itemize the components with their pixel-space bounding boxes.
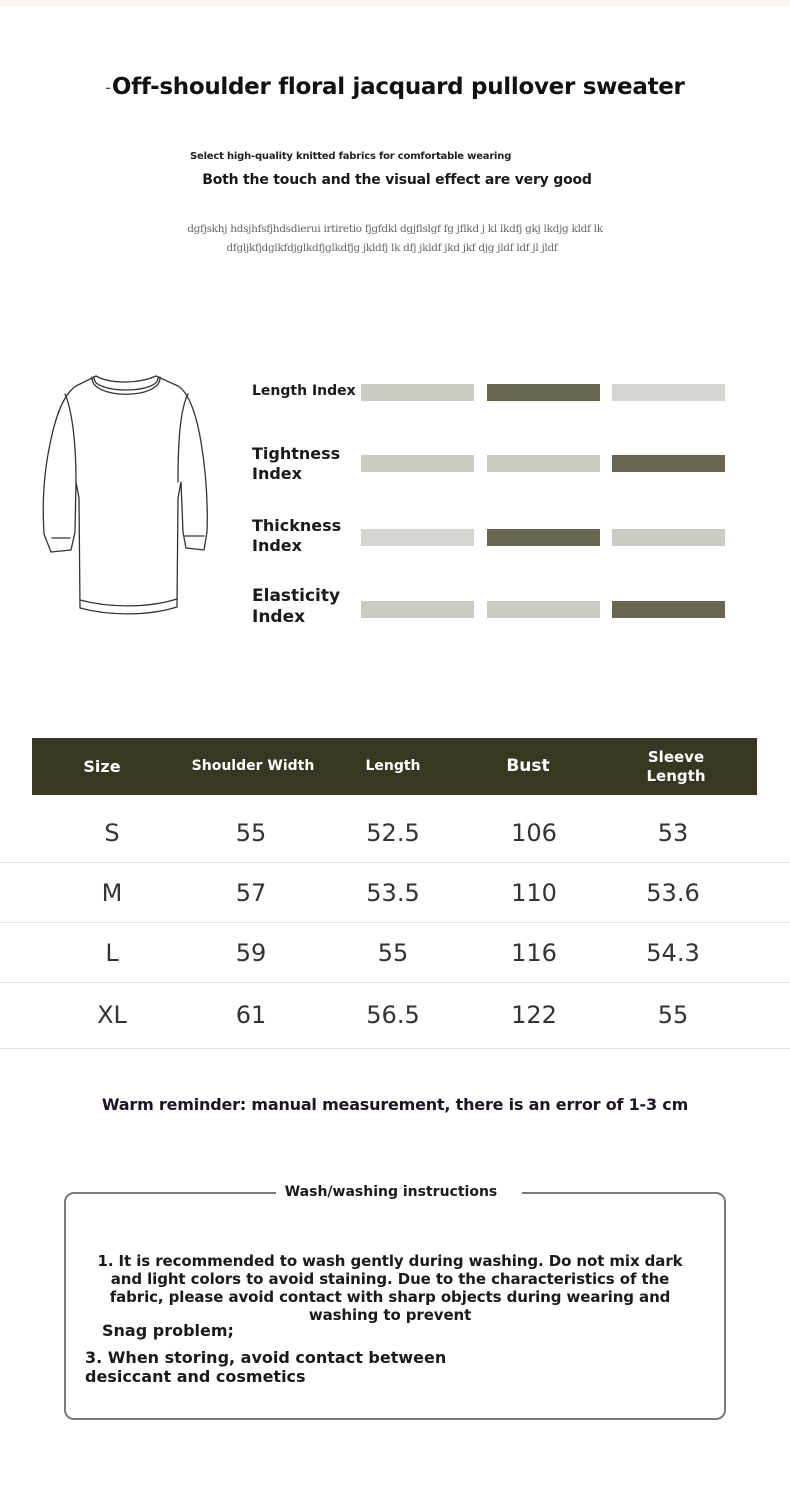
wash-instruction-2: Snag problem;: [102, 1321, 234, 1340]
header-shoulder-width: Shoulder Width: [191, 758, 315, 774]
cell-bust: 106: [511, 819, 557, 847]
wash-instruction-3: 3. When storing, avoid contact between desiccant and cosmetics: [85, 1348, 447, 1386]
title-prefix: -: [105, 78, 111, 97]
row-divider: [0, 1048, 790, 1049]
title-text: Off-shoulder floral jacquard pullover sweater: [111, 74, 685, 100]
index-segment: [361, 529, 474, 546]
cell-shoulder-width: 61: [235, 1001, 267, 1029]
index-label: Thickness Index: [252, 516, 342, 555]
index-row-thickness: [252, 516, 732, 560]
cell-sleeve-length: 54.3: [646, 939, 700, 967]
cell-size: M: [101, 879, 123, 907]
cell-shoulder-width: 57: [235, 879, 267, 907]
cell-shoulder-width: 59: [235, 939, 267, 967]
index-segment-active: [612, 455, 725, 472]
wash-instructions-title: Wash/washing instructions: [284, 1184, 498, 1200]
index-label: Tightness Index: [252, 444, 341, 483]
sweater-illustration: [38, 372, 213, 630]
placeholder-text-line-1: dgfjskhj hdsjhfsfjhdsdierui irtiretio fjgfdkl dgjflslgf fg jflkd j kl lkdfj gkj lkdjg kldf lk: [187, 223, 603, 235]
cell-size: S: [104, 819, 120, 847]
cell-length: 53.5: [366, 879, 420, 907]
index-segment-active: [612, 601, 725, 618]
cell-length: 55: [377, 939, 409, 967]
subtitle-small: Select high-quality knitted fabrics for comfortable wearing: [190, 151, 512, 162]
index-segment: [487, 601, 600, 618]
cell-shoulder-width: 55: [235, 819, 267, 847]
index-segment: [612, 384, 725, 401]
header-length: Length: [365, 758, 421, 774]
header-sleeve-length: Sleeve Length: [646, 747, 706, 785]
index-row-length: [252, 379, 732, 423]
index-segment: [487, 455, 600, 472]
cell-length: 52.5: [366, 819, 420, 847]
page-title: [0, 74, 790, 100]
cell-bust: 116: [511, 939, 557, 967]
index-segment-active: [487, 529, 600, 546]
subtitle-big: Both the touch and the visual effect are very good: [202, 172, 592, 188]
table-row: [0, 923, 790, 983]
table-row: [0, 983, 790, 1049]
measurement-reminder: Warm reminder: manual measurement, there is an error of 1-3 cm: [101, 1095, 689, 1114]
cell-bust: 110: [511, 879, 557, 907]
index-segment: [612, 529, 725, 546]
cell-size: XL: [97, 1001, 127, 1029]
top-strip: [0, 0, 790, 6]
placeholder-text-line-2: dfgljkfjdglkfdjglkdfjglkdfjg jkldfj lk dfj jkldf jkd jkf djg jldf ldf jl jldf: [226, 242, 558, 254]
wash-instruction-1: 1. It is recommended to wash gently during washing. Do not mix dark and light colors to avoid staining. Due to the characteristics of the fabric, please avoid contact with sharp objects during wearing and washing to prevent: [97, 1252, 683, 1324]
cell-bust: 122: [511, 1001, 557, 1029]
index-label: Length Index: [252, 383, 356, 399]
cell-sleeve-length: 55: [657, 1001, 689, 1029]
cell-sleeve-length: 53.6: [646, 879, 700, 907]
header-size: Size: [83, 757, 121, 776]
header-bust: Bust: [506, 756, 550, 776]
table-row: [0, 803, 790, 863]
cell-sleeve-length: 53: [657, 819, 689, 847]
size-table-header: [32, 738, 757, 795]
index-segment-active: [487, 384, 600, 401]
cell-length: 56.5: [366, 1001, 420, 1029]
table-row: [0, 863, 790, 923]
index-segment: [361, 384, 474, 401]
cell-size: L: [105, 939, 119, 967]
index-label: Elasticity Index: [252, 586, 341, 627]
index-row-tightness: [252, 444, 732, 488]
index-segment: [361, 455, 474, 472]
index-row-elasticity: [252, 586, 732, 630]
index-segment: [361, 601, 474, 618]
